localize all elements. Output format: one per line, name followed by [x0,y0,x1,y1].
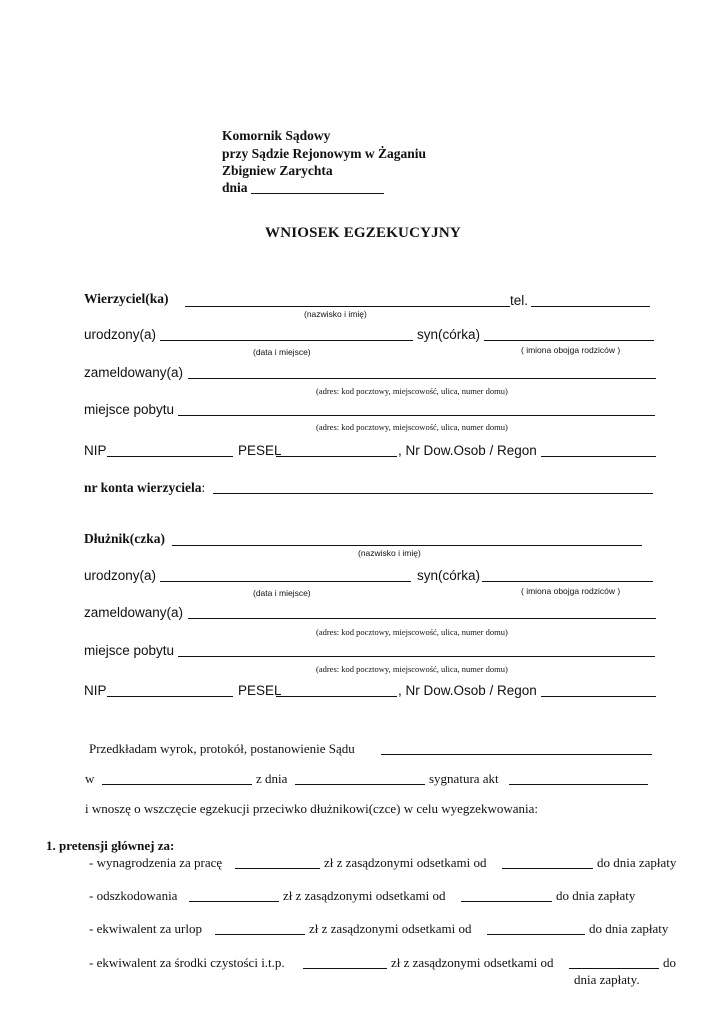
debtor-parents-hint: ( imiona obojga rodziców ) [521,586,621,596]
debtor-born-label: urodzony(a) [84,568,157,583]
claim-interest-date-field[interactable] [502,868,593,869]
claim-interest-text: zł z zasądzonymi odsetkami od [283,888,446,903]
claim-amount-field[interactable] [303,968,387,969]
creditor-id-field[interactable] [541,456,656,457]
debtor-residence-label: miejsce pobytu [84,643,175,658]
header-line-1: Komornik Sądowy [222,128,331,143]
creditor-tel-field[interactable] [531,306,650,307]
claim-label: - wynagrodzenia za pracę [89,855,223,870]
claim-interest-text: zł z zasądzonymi odsetkami od [391,955,554,970]
creditor-born-hint: (data i miejsce) [253,347,311,357]
header-date-field[interactable] [251,193,384,194]
creditor-registered-label: zameldowany(a) [84,365,184,380]
creditor-nip-field[interactable] [107,456,233,457]
claim-label: - ekwiwalent za środki czystości i.t.p. [89,955,285,970]
claim-interest-text: zł z zasądzonymi odsetkami od [324,855,487,870]
creditor-residence-field[interactable] [178,415,655,416]
debtor-child-label: syn(córka) [417,568,481,583]
debtor-registered-label: zameldowany(a) [84,605,184,620]
claim-amount-field[interactable] [189,901,279,902]
creditor-parents-field[interactable] [484,340,654,341]
creditor-parents-hint: ( imiona obojga rodziców ) [521,345,621,355]
request-motion-text: i wnoszę o wszczęcie egzekucji przeciwko dłużnikowi(czce) w celu wyegzekwowania: [85,801,538,816]
creditor-label: Wierzyciel(ka) [84,291,169,306]
debtor-name-hint: (nazwisko i imię) [358,548,421,558]
claim-amount-field[interactable] [235,868,320,869]
header-line-3: Zbigniew Zarychta [222,163,333,178]
debtor-residence-field[interactable] [178,656,655,657]
creditor-born-field[interactable] [160,340,413,341]
debtor-pesel-field[interactable] [276,696,397,697]
header-date-label: dnia [222,180,248,195]
creditor-name-hint: (nazwisko i imię) [304,309,367,319]
request-submit-text: Przedkładam wyrok, protokół, postanowienie Sądu [89,741,355,756]
creditor-account-field[interactable] [213,493,653,494]
debtor-parents-field[interactable] [482,581,653,582]
debtor-pesel-label: PESEL [238,683,282,698]
creditor-account-label-text: nr konta wierzyciela [84,480,202,495]
creditor-residence-hint: (adres: kod pocztowy, miejscowość, ulica, numer domu) [316,422,508,432]
creditor-registered-hint: (adres: kod pocztowy, miejscowość, ulica, numer domu) [316,386,508,396]
creditor-tel-label: tel. [510,293,529,308]
creditor-pesel-field[interactable] [276,456,397,457]
creditor-id-label: , Nr Dow.Osob / Regon [398,443,537,458]
debtor-registered-hint: (adres: kod pocztowy, miejscowość, ulica, numer domu) [316,627,508,637]
court-name-field[interactable] [381,754,652,755]
debtor-born-hint: (data i miejsce) [253,588,311,598]
claim-end-text: do dnia zapłaty [589,921,669,936]
claim-end-text: do [663,955,676,970]
claim-interest-date-field[interactable] [461,901,552,902]
request-ref-label: sygnatura akt [429,771,499,786]
claim-interest-date-field[interactable] [569,968,659,969]
debtor-nip-field[interactable] [107,696,233,697]
claim-interest-date-field[interactable] [487,934,585,935]
claim-label: - odszkodowania [89,888,178,903]
creditor-account-colon: : [201,480,206,495]
claim-end-text: do dnia zapłaty [597,855,677,870]
judgment-date-field[interactable] [295,784,425,785]
debtor-id-field[interactable] [541,696,656,697]
creditor-registered-field[interactable] [188,378,656,379]
debtor-born-field[interactable] [160,581,411,582]
debtor-residence-hint: (adres: kod pocztowy, miejscowość, ulica, numer domu) [316,664,508,674]
debtor-nip-label: NIP [84,683,107,698]
creditor-pesel-label: PESEL [238,443,282,458]
claim-end-continuation: dnia zapłaty. [574,972,640,987]
request-w-label: w [85,771,95,786]
claims-heading: 1. pretensji głównej za: [46,838,175,853]
creditor-child-label: syn(córka) [417,327,481,342]
page-title: WNIOSEK EGZEKUCYJNY [265,225,461,241]
header-line-2: przy Sądzie Rejonowym w Żaganiu [222,146,427,161]
court-location-field[interactable] [102,784,252,785]
debtor-id-label: , Nr Dow.Osob / Regon [398,683,537,698]
request-date-label: z dnia [256,771,288,786]
debtor-registered-field[interactable] [188,618,656,619]
case-ref-field[interactable] [509,784,648,785]
creditor-born-label: urodzony(a) [84,327,157,342]
claim-amount-field[interactable] [215,934,305,935]
claim-interest-text: zł z zasądzonymi odsetkami od [309,921,472,936]
creditor-account-label [84,480,205,496]
creditor-nip-label: NIP [84,443,107,458]
debtor-name-field[interactable] [172,545,642,546]
creditor-name-field[interactable] [185,306,510,307]
creditor-residence-label: miejsce pobytu [84,402,175,417]
claim-label: - ekwiwalent za urlop [89,921,202,936]
claim-end-text: do dnia zapłaty [556,888,636,903]
debtor-label: Dłużnik(czka) [84,531,165,546]
